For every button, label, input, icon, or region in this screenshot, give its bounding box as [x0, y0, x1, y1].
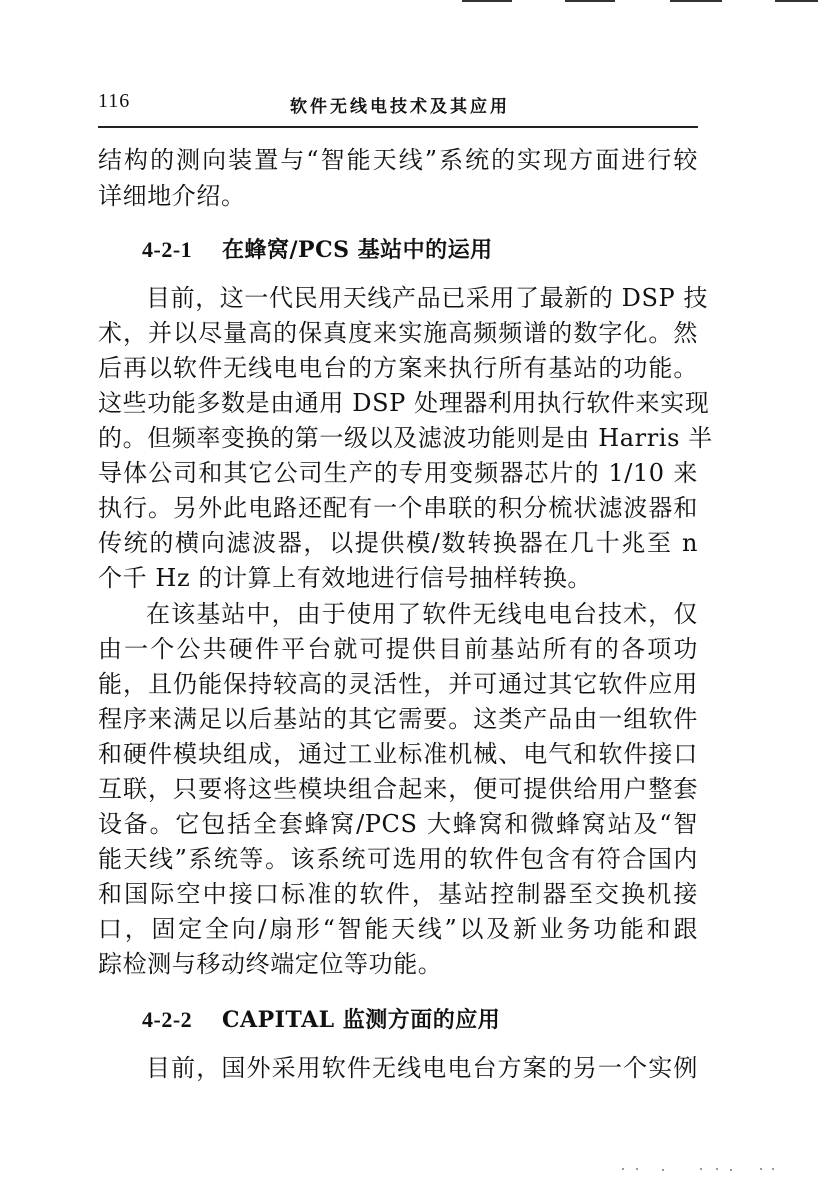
text-line: 传统的横向滤波器，以提供模/数转换器在几十兆至 n [98, 529, 698, 557]
text-line: 的。但频率变换的第一级以及滤波功能则是由 Harris 半 [98, 424, 713, 452]
scan-mark [670, 0, 722, 2]
scan-speck [622, 1168, 624, 1170]
text-line: 个千 Hz 的计算上有效地进行信号抽样转换。 [98, 564, 593, 592]
text-line: 详细地介绍。 [98, 182, 246, 210]
section-heading [142, 233, 493, 264]
scan-speck [730, 1169, 732, 1171]
text-line: 程序来满足以后基站的其它需要。这类产品由一组软件 [98, 705, 698, 733]
scan-speck [662, 1169, 664, 1171]
scan-speck [716, 1168, 718, 1170]
running-header [98, 88, 698, 124]
text-line: 互联，只要将这些模块组合起来，便可提供给用户整套 [98, 775, 698, 803]
text-line: 由一个公共硬件平台就可提供目前基站所有的各项功 [98, 635, 698, 663]
section-number: 4-2-1 [142, 237, 193, 262]
text-line: 能，且仍能保持较高的灵活性，并可通过其它软件应用 [98, 670, 698, 698]
text-line: 执行。另外此电路还配有一个串联的积分梳状滤波器和 [98, 494, 698, 522]
text-line: 设备。它包括全套蜂窝/PCS 大蜂窝和微蜂窝站及“智 [98, 810, 698, 838]
text-line: 目前，这一代民用天线产品已采用了最新的 DSP 技 [146, 284, 709, 312]
running-title: 软件无线电技术及其应用 [290, 97, 510, 117]
text-line: 导体公司和其它公司生产的专用变频器芯片的 1/10 来 [98, 459, 698, 487]
scan-mark [775, 0, 818, 2]
text-line: 和国际空中接口标准的软件，基站控制器至交换机接 [98, 880, 698, 908]
text-line: 结构的测向装置与“智能天线”系统的实现方面进行较 [98, 146, 698, 174]
scan-mark [565, 0, 615, 2]
section-title: CAPITAL 监测方面的应用 [222, 1007, 501, 1033]
scan-mark [462, 0, 512, 2]
text-line: 和硬件模块组成，通过工业标准机械、电气和软件接口 [98, 740, 698, 768]
scan-speck [636, 1168, 638, 1170]
text-line: 踪检测与移动终端定位等功能。 [98, 950, 443, 978]
text-line: 在该基站中，由于使用了软件无线电电台技术，仅 [146, 600, 698, 628]
section-number: 4-2-2 [142, 1007, 193, 1032]
section-title: 在蜂窝/PCS 基站中的运用 [222, 237, 493, 263]
header-rule [98, 126, 698, 128]
section-heading [142, 1003, 500, 1034]
text-line: 术，并以尽量高的保真度来实施高频频谱的数字化。然 [98, 319, 698, 347]
text-line: 这些功能多数是由通用 DSP 处理器利用执行软件来实现 [98, 389, 710, 417]
scan-speck [700, 1168, 702, 1170]
scan-speck [760, 1168, 762, 1170]
text-line: 后再以软件无线电电台的方案来执行所有基站的功能。 [98, 354, 698, 382]
text-line: 目前，国外采用软件无线电电台方案的另一个实例 [146, 1054, 698, 1082]
text-line: 能天线”系统等。该系统可选用的软件包含有符合国内 [98, 845, 698, 873]
scan-speck [772, 1168, 774, 1170]
page-number: 116 [98, 90, 131, 112]
text-line: 口，固定全向/扇形“智能天线”以及新业务功能和跟 [98, 915, 698, 943]
